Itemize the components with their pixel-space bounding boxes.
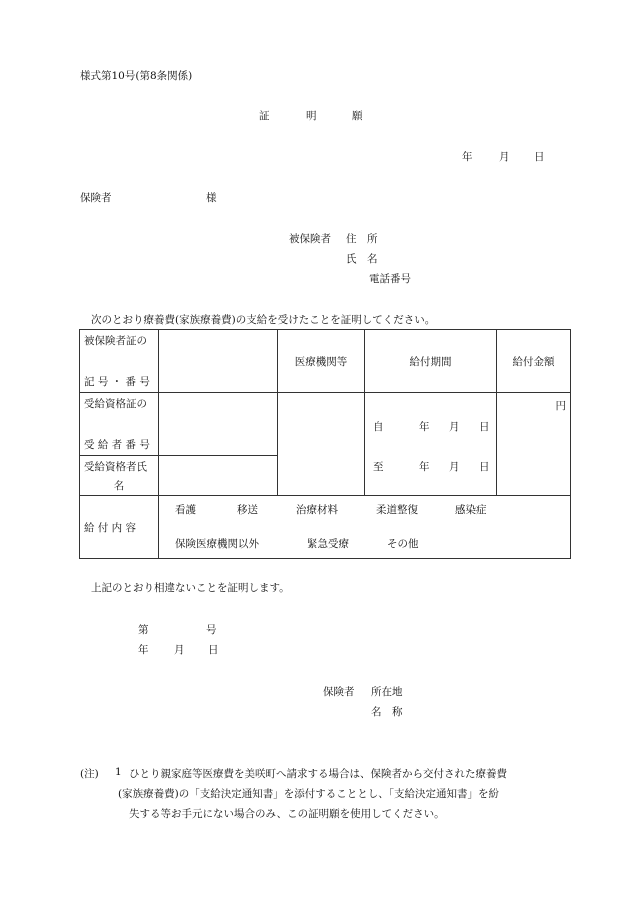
benefit-table [79,329,571,559]
insured-card-number-label: 被保険者証の 記 号 ・ 番 号 [80,330,159,393]
signature-role: 保険者 [323,686,355,698]
signature-location-label: 所在地 [371,686,403,698]
cert-date-month: 月 [174,644,185,656]
recipient-number-label: 受給資格証の 受 給 者 番 号 [80,393,159,456]
insured-card-number-field[interactable] [159,330,278,393]
insured-address-label: 住 所 [346,233,378,245]
cert-date-year: 年 [138,644,149,656]
amount-header: 給付金額 [497,330,571,393]
period-from: 自 [373,421,384,433]
period-to: 至 [373,461,384,473]
insured-phone-label: 電話番号 [369,273,411,285]
certify-text: 上記のとおり相違ないことを証明します。 [91,582,290,594]
title-char-2: 明 [306,110,317,122]
period-header: 給付期間 [365,330,497,393]
note-line-1: ひとり親家庭等医療費を美咲町へ請求する場合は、保険者から交付された療養費 [129,768,507,780]
date-day: 日 [534,151,545,163]
insurer-suffix: 様 [206,192,217,204]
recipient-number-field[interactable] [159,393,278,456]
option-judo-therapy[interactable]: 柔道整復 [376,504,418,516]
title-char-1: 証 [259,110,270,122]
benefit-content-options [159,496,571,559]
option-other[interactable]: その他 [387,538,419,550]
insured-role: 被保険者 [289,233,331,245]
benefit-content-label: 給 付 内 容 [80,496,159,559]
option-non-insurance-facility[interactable]: 保険医療機関以外 [175,538,259,550]
insured-name-label: 氏 名 [346,253,378,265]
amount-field[interactable] [497,393,571,496]
date-year: 年 [462,151,473,163]
yen-unit: 円 [555,400,566,412]
recipient-name-field[interactable] [159,456,278,496]
note-number: 1 [115,766,122,778]
form-number: 様式第10号(第8条関係) [80,70,193,82]
signature-name-label: 名 称 [371,706,403,718]
institution-field[interactable] [278,393,365,496]
note-line-2: (家族療養費)の「支給決定通知書」を添付することとし、「支給決定通知書」を紛 [118,788,499,800]
option-nursing[interactable]: 看護 [175,504,196,516]
option-medical-materials[interactable]: 治療材料 [296,504,338,516]
cert-number-suffix: 号 [206,624,217,636]
option-infection[interactable]: 感染症 [455,504,487,516]
institution-header: 医療機関等 [278,330,365,393]
cert-date-day: 日 [208,644,219,656]
recipient-name-label: 受給資格者氏 名 [80,456,159,496]
date-month: 月 [499,151,510,163]
cert-number-prefix: 第 [138,624,149,636]
insurer-label: 保険者 [80,192,112,204]
note-label: (注) [80,768,99,780]
period-field[interactable]: 自 年 月 日 至 年 月 日 [365,393,497,496]
option-transport[interactable]: 移送 [237,504,258,516]
option-emergency[interactable]: 緊急受療 [307,538,349,550]
note-line-3: 失する等お手元にない場合のみ、この証明願を使用してください。 [129,808,445,820]
request-text: 次のとおり療養費(家族療養費)の支給を受けたことを証明してください。 [91,314,436,326]
title-char-3: 願 [352,110,363,122]
